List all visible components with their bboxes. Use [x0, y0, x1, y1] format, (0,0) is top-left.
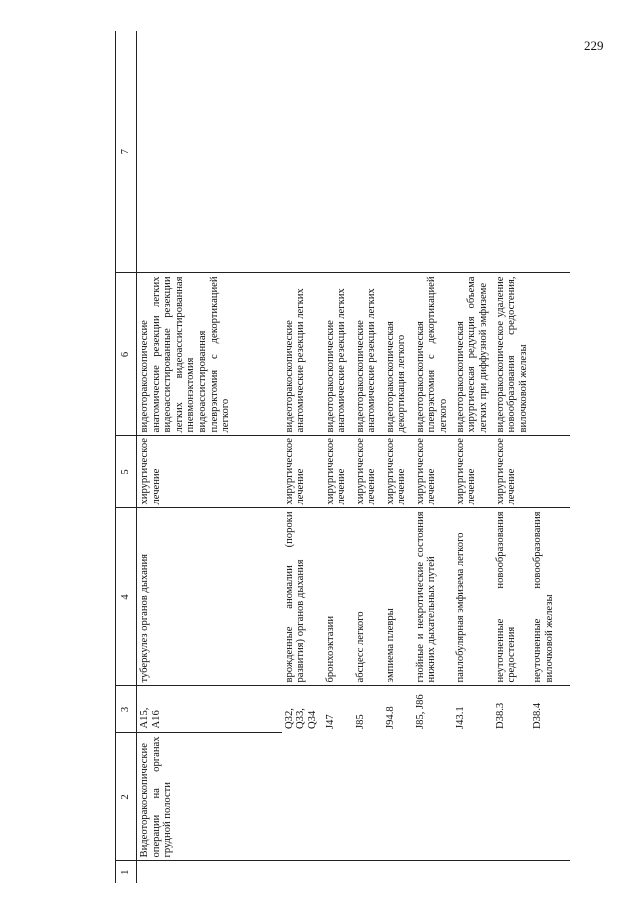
- condition: бронхоэктазии: [323, 508, 353, 686]
- operation-group-name: Видеоторакоскопические операции на органах грудной полости: [137, 733, 571, 861]
- header-row: [116, 31, 137, 883]
- header-col-1: 1: [116, 861, 137, 883]
- condition: туберкулез органов дыхания: [137, 508, 282, 686]
- cell-col7: [323, 31, 353, 273]
- condition: панлобулярная эмфизема легкого: [453, 508, 493, 686]
- treatment-type: хирургическое лечение: [323, 436, 353, 508]
- header-col-4: 4: [116, 508, 137, 686]
- treatment-type: хирургическое лечение: [353, 436, 383, 508]
- cell-col7: [453, 31, 493, 273]
- treatment-type: хирургическое лечение: [137, 436, 282, 508]
- treatment-methods: видеоторакоскопическая декортикация легкого: [383, 273, 413, 436]
- treatment-methods: видеоторакоскопические анатомические резекции легких: [282, 273, 323, 436]
- header-col-2: 2: [116, 733, 137, 861]
- treatment-type: хирургическое лечение: [282, 436, 323, 508]
- treatment-methods: видеоторакоскопическая хирургическая редукция объема легких при диффузной эмфиземе: [453, 273, 493, 436]
- table-row: [137, 31, 282, 883]
- header-col-7: 7: [116, 31, 137, 273]
- treatment-type: [530, 436, 570, 508]
- treatment-methods: видеоторакоскопическое удаление новообразования средостения, вилочковой железы: [493, 273, 531, 436]
- treatment-methods: видеоторакоскопические анатомические резекции легких: [353, 273, 383, 436]
- treatment-type: хирургическое лечение: [493, 436, 531, 508]
- condition: врожденные аномалии (пороки развития) органов дыхания: [282, 508, 323, 686]
- treatment-methods: [530, 273, 570, 436]
- document-table-rotated: [115, 31, 638, 883]
- cell-col7: [137, 31, 282, 273]
- icd-codes: D38.3: [494, 702, 506, 729]
- treatment-type: хирургическое лечение: [413, 436, 453, 508]
- condition: неуточненные новообразования вилочковой железы: [530, 508, 570, 686]
- treatment-type: хирургическое лечение: [383, 436, 413, 508]
- cell-col1: [137, 861, 571, 883]
- icd-codes: A15, A16: [137, 686, 282, 733]
- icd-codes: J43.1: [454, 706, 466, 729]
- icd-codes: J85: [354, 714, 366, 729]
- cell-col7: [353, 31, 383, 273]
- icd-codes: J94.8: [384, 706, 396, 729]
- treatment-methods: видеоторакоскопические анатомические резекции легких видеоассистированные резекции легких видеоассистированная пневмонэктомия видеоассистированная плеврэктомия с декортикацией легкого: [137, 273, 282, 436]
- condition: гнойные и некротические состояния нижних дыхательных путей: [413, 508, 453, 686]
- cell-col7: [383, 31, 413, 273]
- cell-col7: [413, 31, 453, 273]
- cell-col7: [493, 31, 531, 273]
- cell-col7: [282, 31, 323, 273]
- icd-codes: J85, J86: [414, 694, 426, 729]
- procedures-table: [115, 31, 570, 883]
- header-col-6: 6: [116, 273, 137, 436]
- header-col-5: 5: [116, 436, 137, 508]
- header-col-3: 3: [116, 686, 137, 733]
- icd-codes: J47: [324, 714, 336, 729]
- treatment-methods: видеоторакоскопические анатомические резекции легких: [323, 273, 353, 436]
- condition: неуточненные новообразования средостения: [493, 508, 531, 686]
- icd-codes: D38.4: [532, 702, 544, 729]
- cell-col7: [530, 31, 570, 273]
- condition: эмпиема плевры: [383, 508, 413, 686]
- icd-codes: Q32, Q33, Q34: [283, 708, 318, 729]
- condition: абсцесс легкого: [353, 508, 383, 686]
- treatment-type: хирургическое лечение: [453, 436, 493, 508]
- page-number: 229: [584, 38, 604, 53]
- treatment-methods: видеоторакоскопическая плеврэктомия с декортикацией легкого: [413, 273, 453, 436]
